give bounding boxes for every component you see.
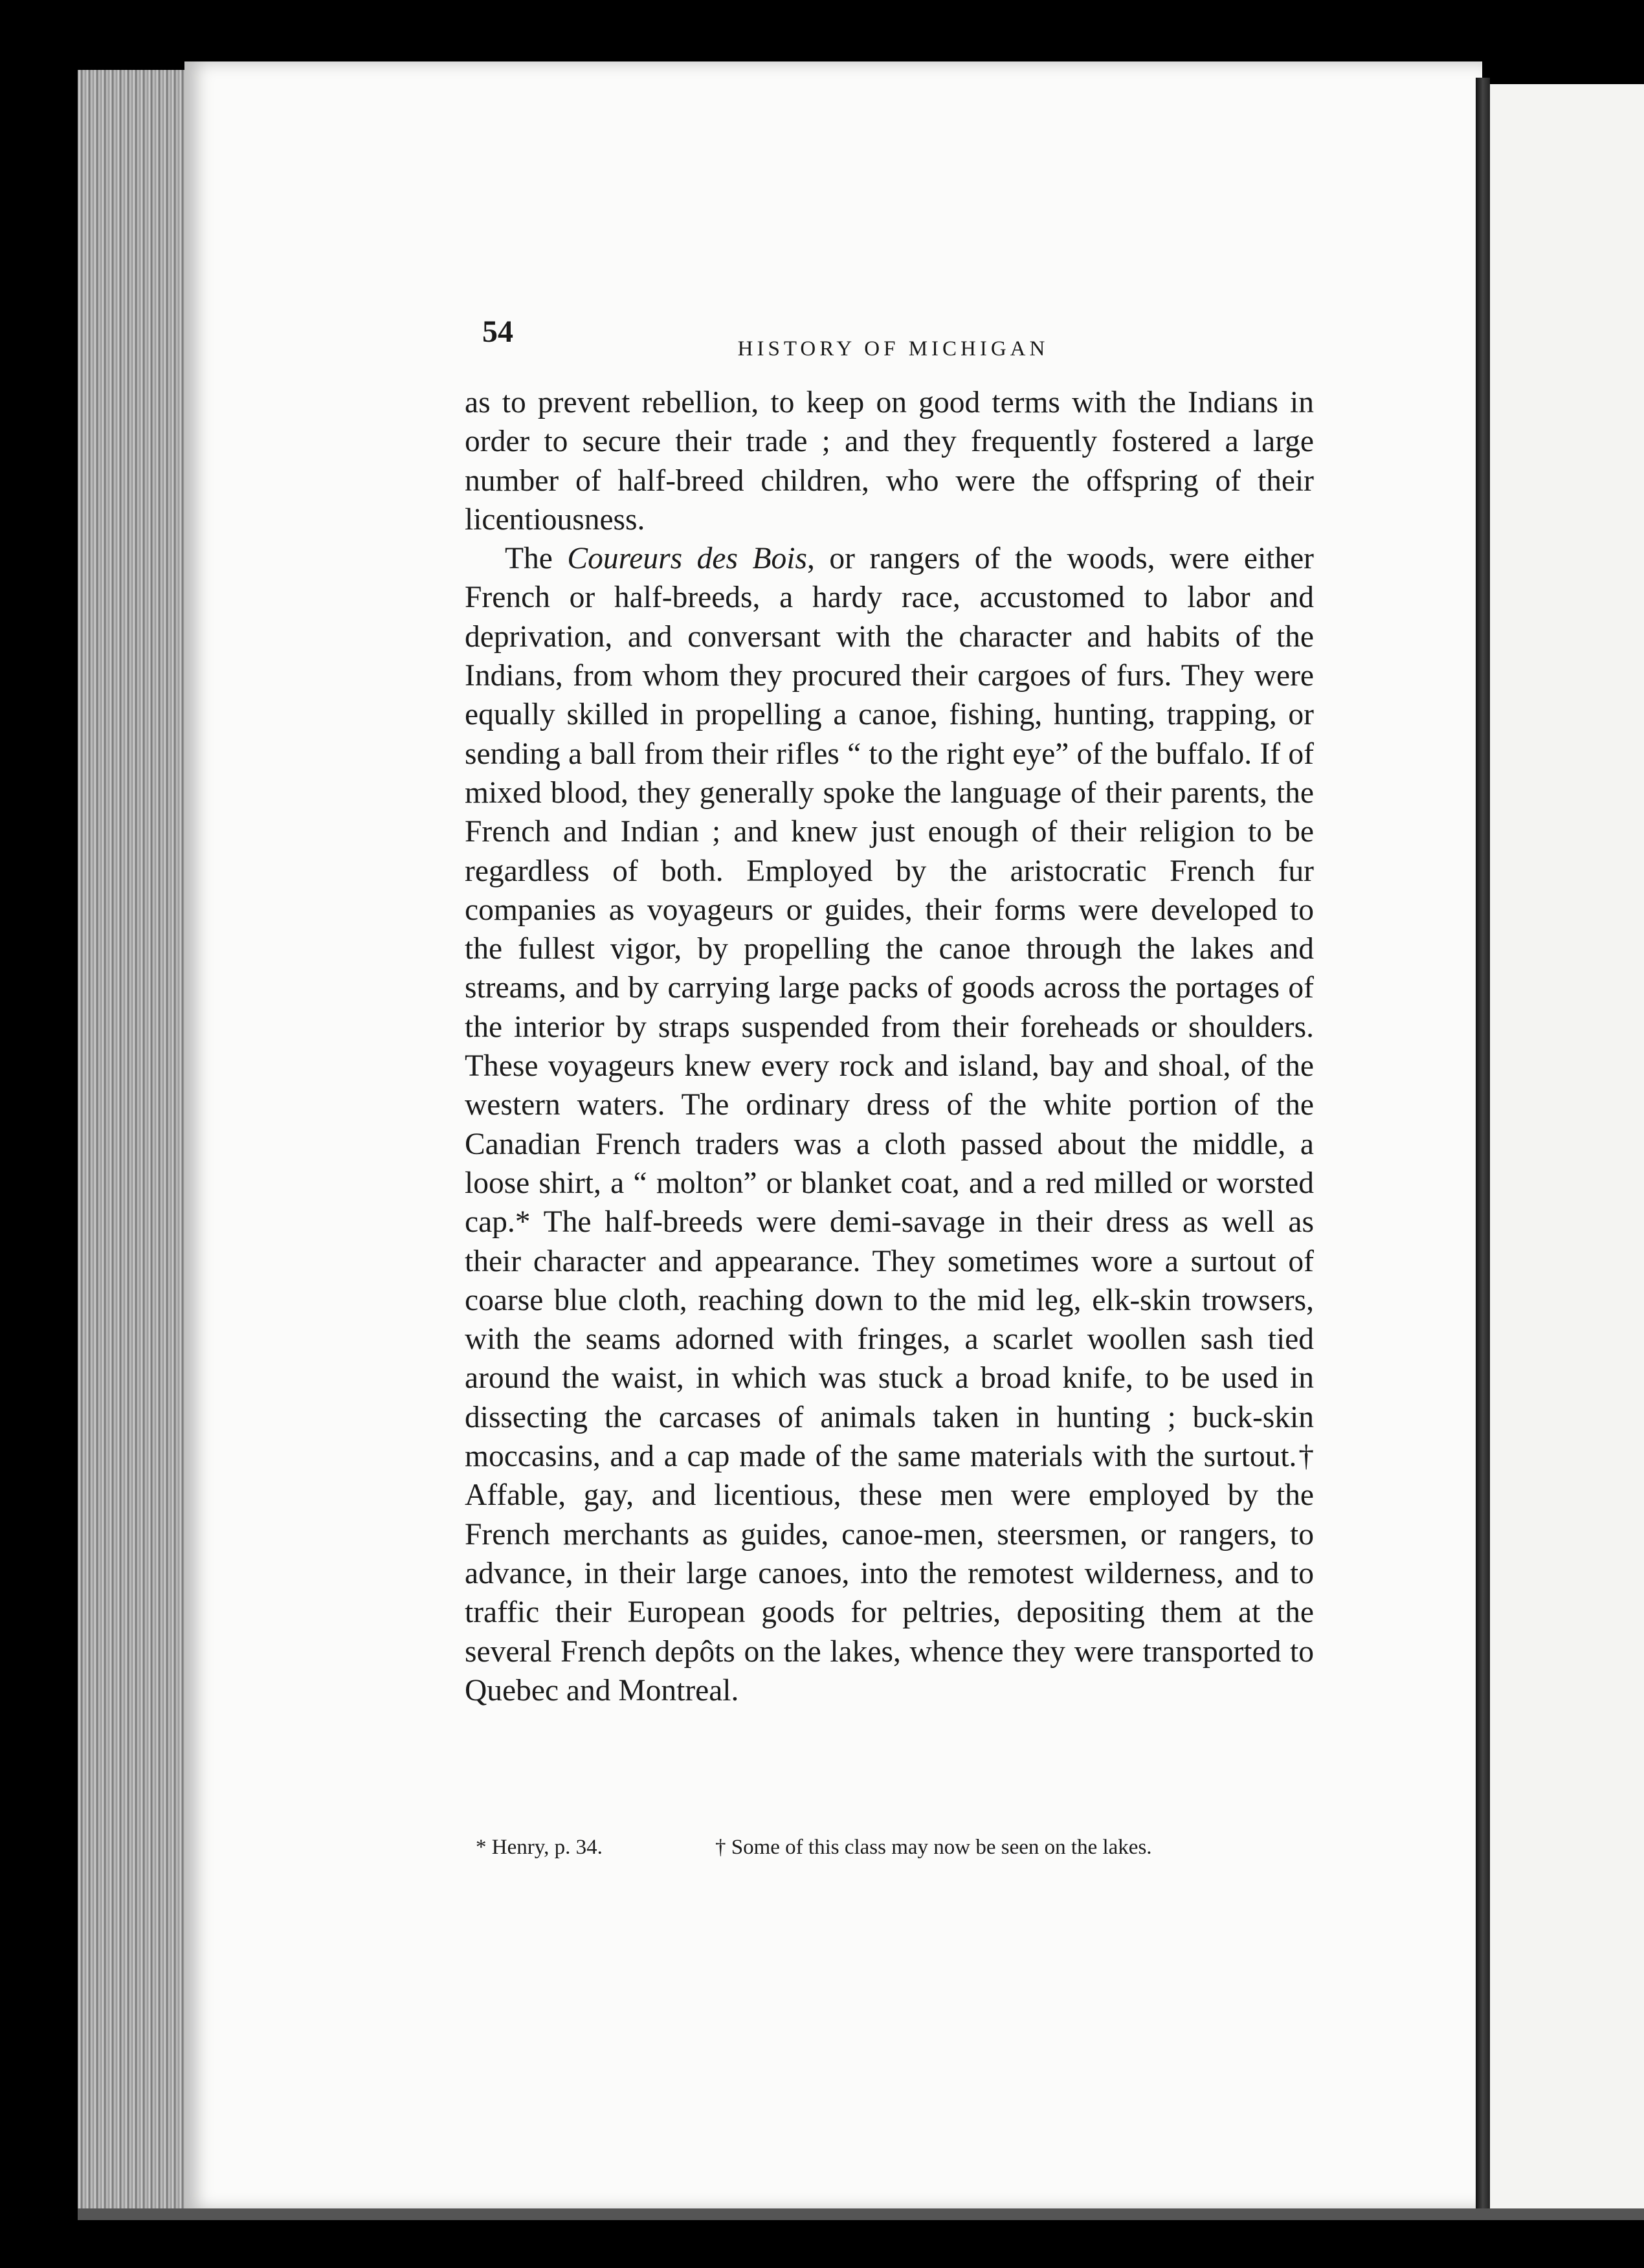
paragraph bbox=[465, 383, 1314, 539]
book-page-edges bbox=[78, 70, 188, 2214]
italic-term: Coureurs des Bois bbox=[567, 542, 807, 576]
text-segment: , or rangers of the woods, were either French or half-breeds, a hardy race, accustomed to labor and deprivation, and conversant with the character and habits of the Indians, from whom they procured their cargoes of furs. They were equally skilled in propelling a canoe, fishing, hunting, trapping, or sending a ball from their rifles “ to the right eye” of the buffalo. If of mixed blood, they generally spoke the language of their parents, the French and Indian ; and knew just enough of their religion to be regardless of both. Employed by the aristocratic French fur companies as voyageurs or guides, their forms were developed to the fullest vigor, by propelling the canoe through the lakes and streams, and by carrying large packs of goods across the portages of the interior by straps suspended from their foreheads or shoulders. These voyageurs knew every rock and island, bay and shoal, of the western waters. The ordinary dress of the white portion of the Canadian French traders was a cloth passed about the middle, a loose shirt, a “ molton” or blanket coat, and a red milled or worsted cap.* The half-breeds were demi-savage in their dress as well as their character and appearance. They sometimes wore a surtout of coarse blue cloth, reaching down to the mid leg, elk-skin trowsers, with the seams adorned with fringes, a scarlet woollen sash tied around the waist, in which was stuck a broad knife, to be used in dissecting the carcases of animals taken in hunting ; buck-skin moccasins, and a cap made of the same materials with the surtout.† Affable, gay, and licentious, these men were employed by the French merchants as guides, canoe-men, steersmen, or rangers, to advance, in their large canoes, into the remotest wilderness, and to traffic their European goods for peltries, depositing them at the several French depôts on the lakes, whence they were transported to Quebec and Montreal. bbox=[465, 542, 1314, 1707]
book-gutter bbox=[1476, 78, 1490, 2210]
page-number: 54 bbox=[482, 315, 513, 349]
right-page-edge bbox=[1490, 84, 1644, 2214]
body-text bbox=[465, 383, 1314, 1710]
book-bottom-edge bbox=[78, 2208, 1644, 2220]
paragraph bbox=[465, 539, 1314, 1710]
text-segment: The bbox=[505, 542, 568, 576]
page-header bbox=[482, 314, 1304, 366]
footnotes bbox=[476, 1836, 1304, 1874]
footnote-first: * Henry, p. 34. bbox=[476, 1836, 603, 1859]
text-segment: as to prevent rebellion, to keep on good terms with the Indians in order to secure their trade ; and they frequently fostered a large number of half-breed children, who were the offspring of their licentiousness. bbox=[465, 386, 1314, 537]
running-head: HISTORY OF MICHIGAN bbox=[737, 337, 1049, 361]
footnote-second: † Some of this class may now be seen on the lakes. bbox=[715, 1836, 1152, 1859]
